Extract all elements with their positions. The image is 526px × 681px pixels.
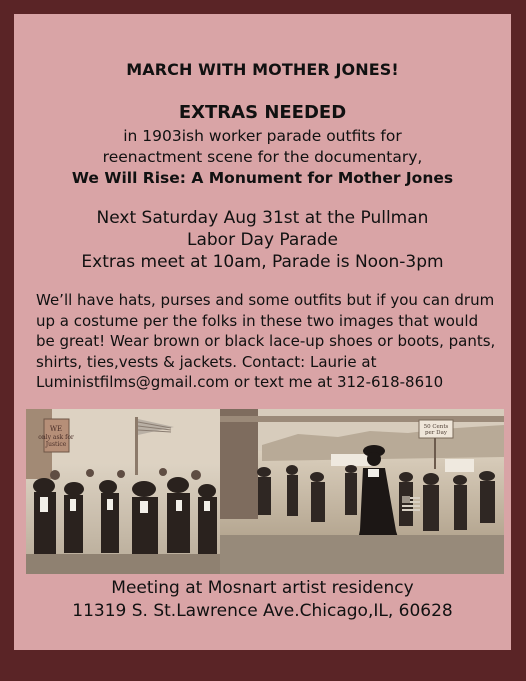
svg-text:only ask for: only ask for	[38, 434, 74, 441]
right-sign-text: 50 Cents	[423, 424, 449, 430]
event-line-1: Next Saturday Aug 31st at the Pullman	[96, 208, 429, 228]
left-sign-text: WE	[49, 425, 63, 433]
headline: MARCH WITH MOTHER JONES!	[126, 60, 399, 79]
extras-needed-heading: EXTRAS NEEDED	[178, 102, 347, 123]
outfit-description-line-1: in 1903ish worker parade outfits for	[123, 127, 402, 145]
address-line: 11319 S. St.Lawrence Ave.Chicago,IL, 60628	[72, 601, 453, 621]
svg-text:per Day: per Day	[425, 430, 447, 436]
event-line-3: Extras meet at 10am, Parade is Noon-3pm	[81, 252, 444, 272]
meeting-location-line: Meeting at Mosnart artist residency	[111, 578, 414, 598]
left-historical-photo	[26, 409, 220, 574]
details-paragraph: We’ll have hats, purses and some outfits but if you can drum up a costume per the folks in these two images that would be great! Wear brown or black lace-up shoes or boots, pants, shirts, ties,vests & jackets. Contact: Laurie at Luministfilms@gmail.com or text me at 312-618-8610	[36, 291, 496, 391]
documentary-title: We Will Rise: A Monument for Mother Jones	[71, 169, 454, 187]
outfit-description-line-2: reenactment scene for the documentary,	[102, 148, 423, 166]
svg-text:Justice: Justice	[45, 441, 67, 448]
event-line-2: Labor Day Parade	[186, 230, 338, 250]
historical-photos	[26, 409, 504, 574]
flyer	[14, 14, 511, 650]
right-historical-photo	[220, 409, 504, 574]
event-details	[14, 207, 511, 273]
